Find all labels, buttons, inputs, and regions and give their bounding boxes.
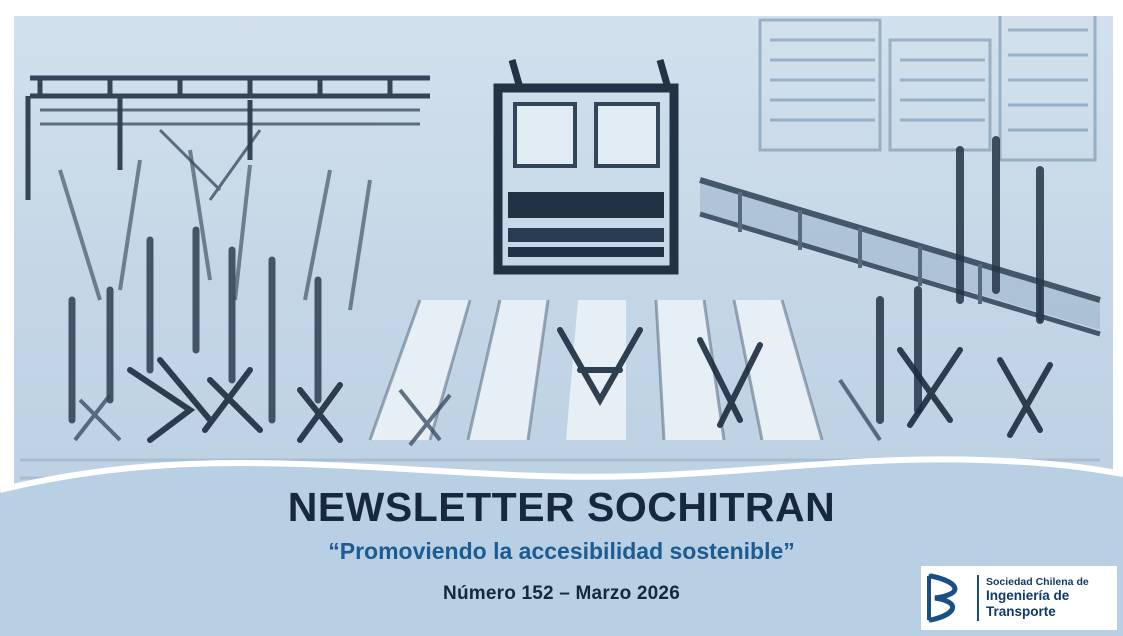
emblem-glyph — [925, 572, 973, 624]
logo-divider — [977, 575, 979, 621]
sochitran-logo — [921, 566, 1117, 630]
page-title: NEWSLETTER SOCHITRAN — [287, 484, 836, 530]
logo-line-1: Sociedad Chilena de — [986, 575, 1089, 588]
illustration-frame-top — [0, 0, 1123, 16]
sochitran-emblem-icon — [921, 569, 977, 627]
logo-text-block — [986, 576, 1089, 620]
logo-line-2: Ingeniería de — [986, 588, 1070, 604]
page-subtitle: “Promoviendo la accesibilidad sostenible” — [328, 538, 795, 565]
issue-label: Número 152 – Marzo 2026 — [443, 582, 680, 604]
logo-line-3: Transporte — [986, 604, 1056, 620]
